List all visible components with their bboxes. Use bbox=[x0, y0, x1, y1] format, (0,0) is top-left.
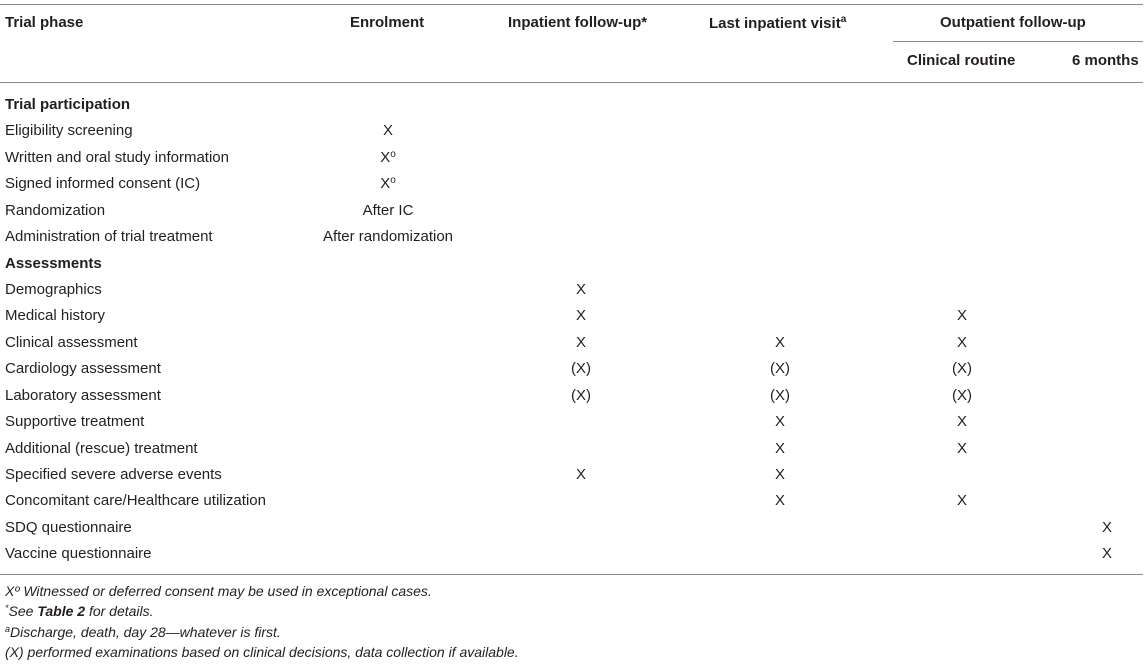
cell-clinical bbox=[862, 492, 1062, 509]
cell-inpatient bbox=[481, 387, 681, 404]
cell-last-value: (X) bbox=[770, 360, 790, 377]
cell-last bbox=[680, 492, 880, 509]
cell-enrolment bbox=[288, 122, 488, 139]
row-label: Eligibility screening bbox=[5, 122, 133, 139]
row-label: Cardiology assessment bbox=[5, 360, 161, 377]
cell-last-value: X bbox=[774, 492, 785, 509]
cell-last-value: X bbox=[774, 334, 785, 351]
header-bottom-rule bbox=[0, 82, 1143, 83]
header-outpatient-followup: Outpatient follow-up bbox=[940, 14, 1086, 31]
footnote-discharge-text: Discharge, death, day 28—whatever is first. bbox=[10, 624, 281, 640]
row-label: Written and oral study information bbox=[5, 149, 229, 166]
cell-enrolment bbox=[288, 149, 488, 166]
cell-inpatient bbox=[481, 360, 681, 377]
cell-clinical-value: X bbox=[956, 307, 967, 324]
row-label: Additional (rescue) treatment bbox=[5, 440, 198, 457]
cell-last-value: X bbox=[774, 413, 785, 430]
cell-last bbox=[680, 440, 880, 457]
header-six-months: 6 months bbox=[1072, 52, 1139, 69]
row-label: Signed informed consent (IC) bbox=[5, 175, 201, 192]
cell-clinical bbox=[862, 387, 1062, 404]
cell-six-value: X bbox=[1101, 545, 1112, 562]
cell-inpatient bbox=[481, 307, 681, 324]
footnote-discharge bbox=[5, 624, 281, 640]
header-enrolment: Enrolment bbox=[350, 14, 425, 31]
row-label: Supportive treatment bbox=[5, 413, 145, 430]
cell-inpatient-value: (X) bbox=[571, 360, 591, 377]
footnote-table2-pre: See bbox=[8, 603, 38, 619]
row-label: Randomization bbox=[5, 202, 106, 219]
footnote-table2 bbox=[5, 603, 154, 619]
cell-clinical-value: (X) bbox=[952, 387, 972, 404]
footnote-table2-marker: * bbox=[5, 603, 9, 613]
table-bottom-rule bbox=[0, 574, 1143, 575]
cell-inpatient bbox=[481, 466, 681, 483]
cell-clinical-value: X bbox=[956, 492, 967, 509]
cell-inpatient-value: X bbox=[575, 307, 586, 324]
header-last-inpatient-visit-text: Last inpatient visit bbox=[709, 15, 841, 32]
cell-last-value: X bbox=[774, 440, 785, 457]
cell-inpatient bbox=[481, 334, 681, 351]
row-label: Specified severe adverse events bbox=[5, 466, 222, 483]
cell-last bbox=[680, 360, 880, 377]
header-trial-phase: Trial phase bbox=[5, 14, 84, 31]
cell-clinical-value: X bbox=[956, 334, 967, 351]
header-inpatient-followup: Inpatient follow-up* bbox=[508, 14, 648, 31]
row-label: Concomitant care/Healthcare utilization bbox=[5, 492, 266, 509]
cell-clinical bbox=[862, 413, 1062, 430]
cell-enrolment bbox=[288, 175, 488, 192]
cell-clinical-value: X bbox=[956, 413, 967, 430]
cell-last bbox=[680, 413, 880, 430]
row-label: Laboratory assessment bbox=[5, 387, 161, 404]
cell-inpatient-value: X bbox=[575, 281, 586, 298]
cell-enrolment-sup: o bbox=[390, 175, 396, 186]
cell-last bbox=[680, 387, 880, 404]
cell-enrolment-value: X bbox=[380, 149, 391, 166]
header-clinical-routine: Clinical routine bbox=[907, 52, 1016, 69]
cell-inpatient bbox=[481, 281, 681, 298]
cell-clinical-value: (X) bbox=[952, 360, 972, 377]
cell-enrolment bbox=[288, 228, 488, 245]
row-label: Administration of trial treatment bbox=[5, 228, 213, 245]
cell-six bbox=[1007, 545, 1146, 562]
cell-clinical bbox=[862, 440, 1062, 457]
cell-clinical bbox=[862, 307, 1062, 324]
cell-six bbox=[1007, 519, 1146, 536]
footnote-table2-link[interactable]: Table 2 bbox=[37, 603, 86, 619]
footnote-table2-post: for details. bbox=[85, 603, 154, 619]
cell-enrolment bbox=[288, 202, 488, 219]
cell-last bbox=[680, 334, 880, 351]
cell-six-value: X bbox=[1101, 519, 1112, 536]
cell-clinical-value: X bbox=[956, 440, 967, 457]
section-trial-participation: Trial participation bbox=[5, 96, 131, 113]
header-last-inpatient-visit-sup: a bbox=[840, 14, 847, 25]
row-label: SDQ questionnaire bbox=[5, 519, 132, 536]
cell-enrolment-sup: o bbox=[390, 149, 396, 160]
cell-last-value: (X) bbox=[770, 387, 790, 404]
row-label: Vaccine questionnaire bbox=[5, 545, 152, 562]
cell-clinical bbox=[862, 334, 1062, 351]
cell-last-value: X bbox=[774, 466, 785, 483]
cell-last bbox=[680, 466, 880, 483]
row-label: Medical history bbox=[5, 307, 106, 324]
cell-enrolment-value: After IC bbox=[362, 202, 414, 219]
row-label: Demographics bbox=[5, 281, 102, 298]
section-assessments: Assessments bbox=[5, 255, 102, 272]
cell-enrolment-value: X bbox=[380, 175, 391, 192]
footnote-optional-exams: (X) performed examinations based on clinical decisions, data collection if available. bbox=[5, 644, 519, 660]
cell-enrolment-value: X bbox=[382, 122, 393, 139]
header-last-inpatient-visit bbox=[709, 14, 846, 32]
table-top-rule bbox=[0, 4, 1143, 5]
cell-inpatient-value: X bbox=[575, 334, 586, 351]
cell-clinical bbox=[862, 360, 1062, 377]
row-label: Clinical assessment bbox=[5, 334, 138, 351]
cell-inpatient-value: X bbox=[575, 466, 586, 483]
footnote-consent: Xº Witnessed or deferred consent may be used in exceptional cases. bbox=[5, 583, 432, 599]
cell-inpatient-value: (X) bbox=[571, 387, 591, 404]
cell-enrolment-value: After randomization bbox=[322, 228, 454, 245]
outpatient-subheader-rule bbox=[893, 41, 1143, 42]
footnote-discharge-marker: a bbox=[5, 624, 11, 634]
